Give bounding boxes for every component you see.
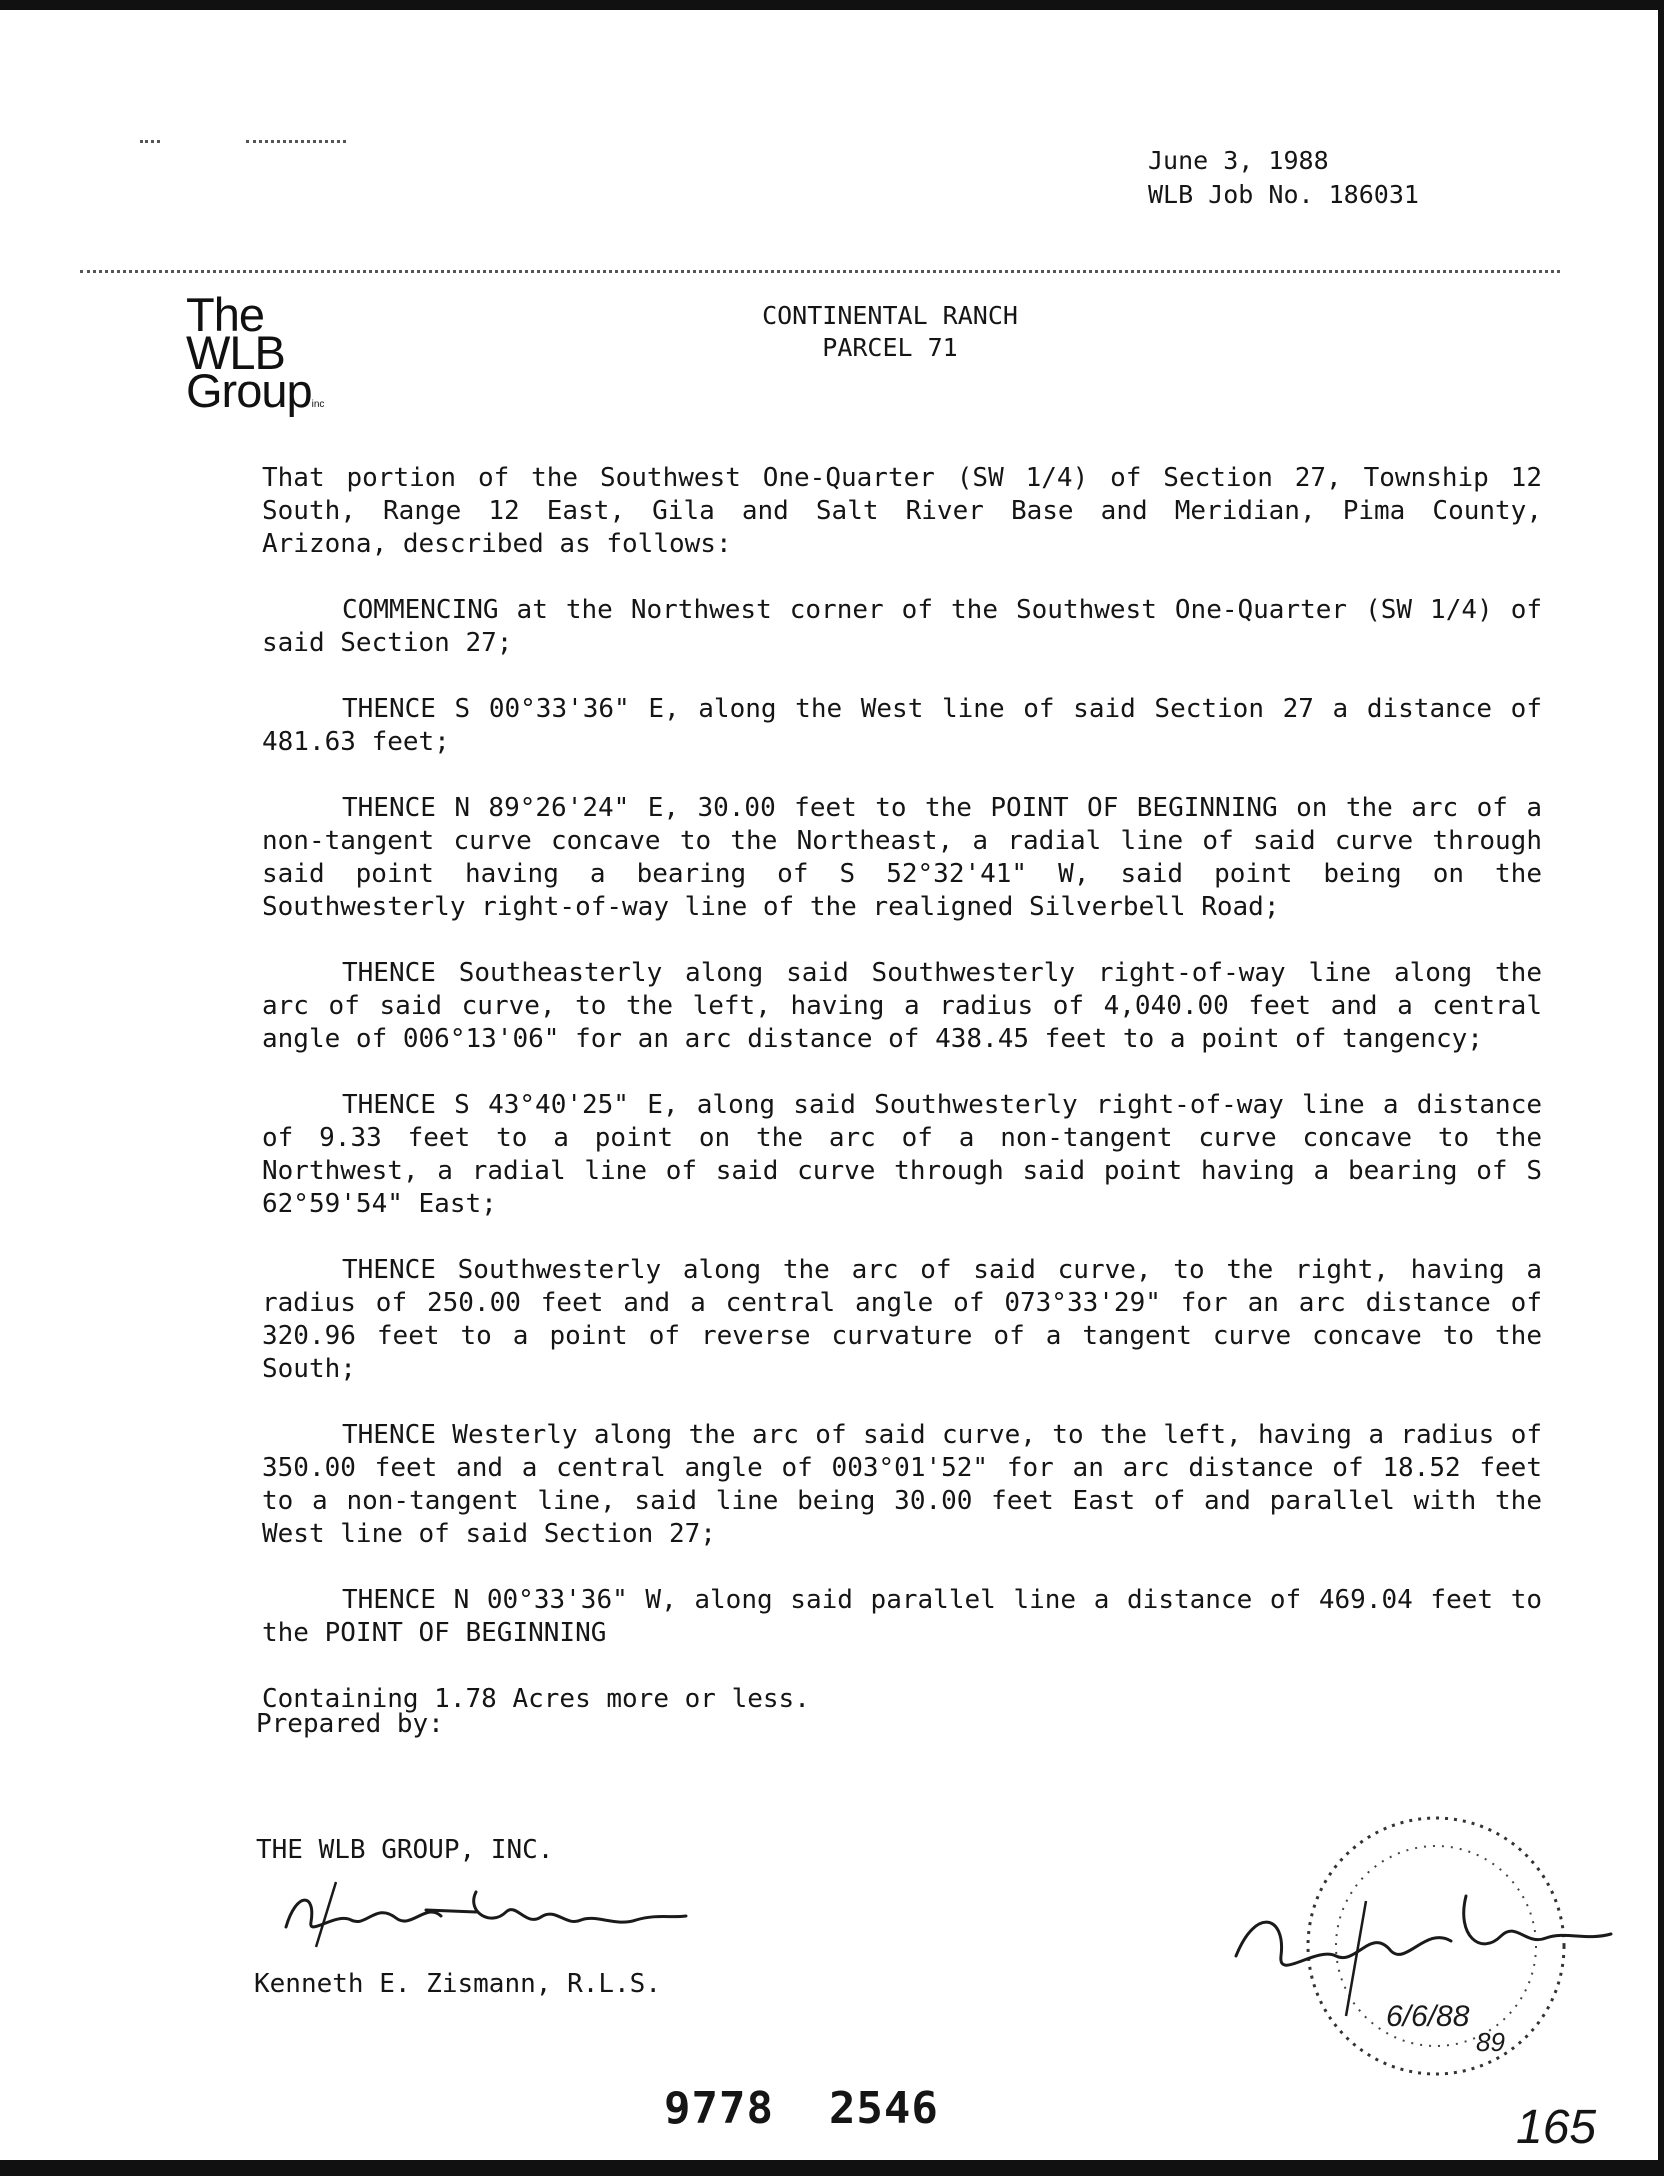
job-number: WLB Job No. 186031 [1148,180,1419,209]
seal-expiry: 89 [1476,2027,1505,2057]
signature-image [276,1872,696,1952]
recording-number: 9778 2546 [664,2083,939,2134]
thence-paragraph-5: THENCE Southwesterly along the arc of said curve, to the right, having a radius of 250.00 feet and a central angle of 073°33'29" for an arc distance of 320.96 feet to a point of reverse curvature of a tangent curve concave to the South; [262,1255,1542,1384]
thence-paragraph-2: THENCE N 89°26'24" E, 30.00 feet to the POINT OF BEGINNING on the arc of a non-tangent curve concave to the Northeast, a radial line of said curve through said point having a bearing of S 52°32'41" W, said point being on the Southwesterly right-of-way line of the realigned Silverbell Road; [262,793,1542,922]
prepared-by-label: Prepared by: [256,1709,444,1739]
title-line-2: PARCEL 71 [822,333,958,362]
scan-border-bottom [0,2160,1664,2176]
thence-paragraph-1: THENCE S 00°33'36" E, along the West line of said Section 27 a distance of 481.63 feet; [262,694,1542,757]
document-title [680,300,1100,364]
containing-paragraph: Containing 1.78 Acres more or less. [262,1684,810,1714]
header-info [1148,144,1419,212]
logo-inc: inc [311,399,325,410]
logo-line-1: The [186,288,264,341]
document-date: June 3, 1988 [1148,146,1329,175]
logo-line-3 [186,364,325,424]
title-line-1: CONTINENTAL RANCH [762,301,1018,330]
logo-line-2: WLB [186,326,285,379]
intro-paragraph: That portion of the Southwest One-Quarter (SW 1/4) of Section 27, Township 12 South, Range 12 East, Gila and Salt River Base and Meridian, Pima County, Arizona, described as follows: [262,463,1542,559]
logo-word-group: Group [186,364,312,417]
preparer-company: THE WLB GROUP, INC. [256,1835,554,1865]
scan-noise-mark [246,140,346,143]
signer-name: Kenneth E. Zismann, R.L.S. [254,1969,661,1999]
scan-noise-mark [140,140,160,143]
page-number-mark: 165 [1516,2101,1597,2154]
thence-paragraph-6: THENCE Westerly along the arc of said curve, to the left, having a radius of 350.00 feet and a central angle of 003°01'52" for an arc distance of 18.52 feet to a non-tangent line, said line being 30.00 feet East of and parallel with the West line of said Section 27; [262,1420,1542,1549]
scan-border-right [1658,0,1664,2176]
commencing-paragraph: COMMENCING at the Northwest corner of the Southwest One-Quarter (SW 1/4) of said Section 27; [262,595,1542,658]
seal-date: 6/6/88 [1386,2000,1470,2033]
thence-paragraph-4: THENCE S 43°40'25" E, along said Southwesterly right-of-way line a distance of 9.33 feet to a point on the arc of a non-tangent curve concave to the Northwest, a radial line of said curve through said point having a bearing of S 62°59'54" East; [262,1090,1542,1219]
thence-paragraph-7: THENCE N 00°33'36" W, along said parallel line a distance of 469.04 feet to the POINT OF BEGINNING [262,1585,1542,1648]
surveyor-seal [1226,1806,1626,2106]
thence-paragraph-3: THENCE Southeasterly along said Southwesterly right-of-way line along the arc of said curve, to the left, having a radius of 4,040.00 feet and a central angle of 006°13'06" for an arc distance of 438.45 feet to a point of tangency; [262,958,1542,1054]
header-divider [80,270,1560,273]
legal-description [262,462,1542,1749]
company-logo [186,288,325,424]
scan-border-top [0,0,1664,10]
